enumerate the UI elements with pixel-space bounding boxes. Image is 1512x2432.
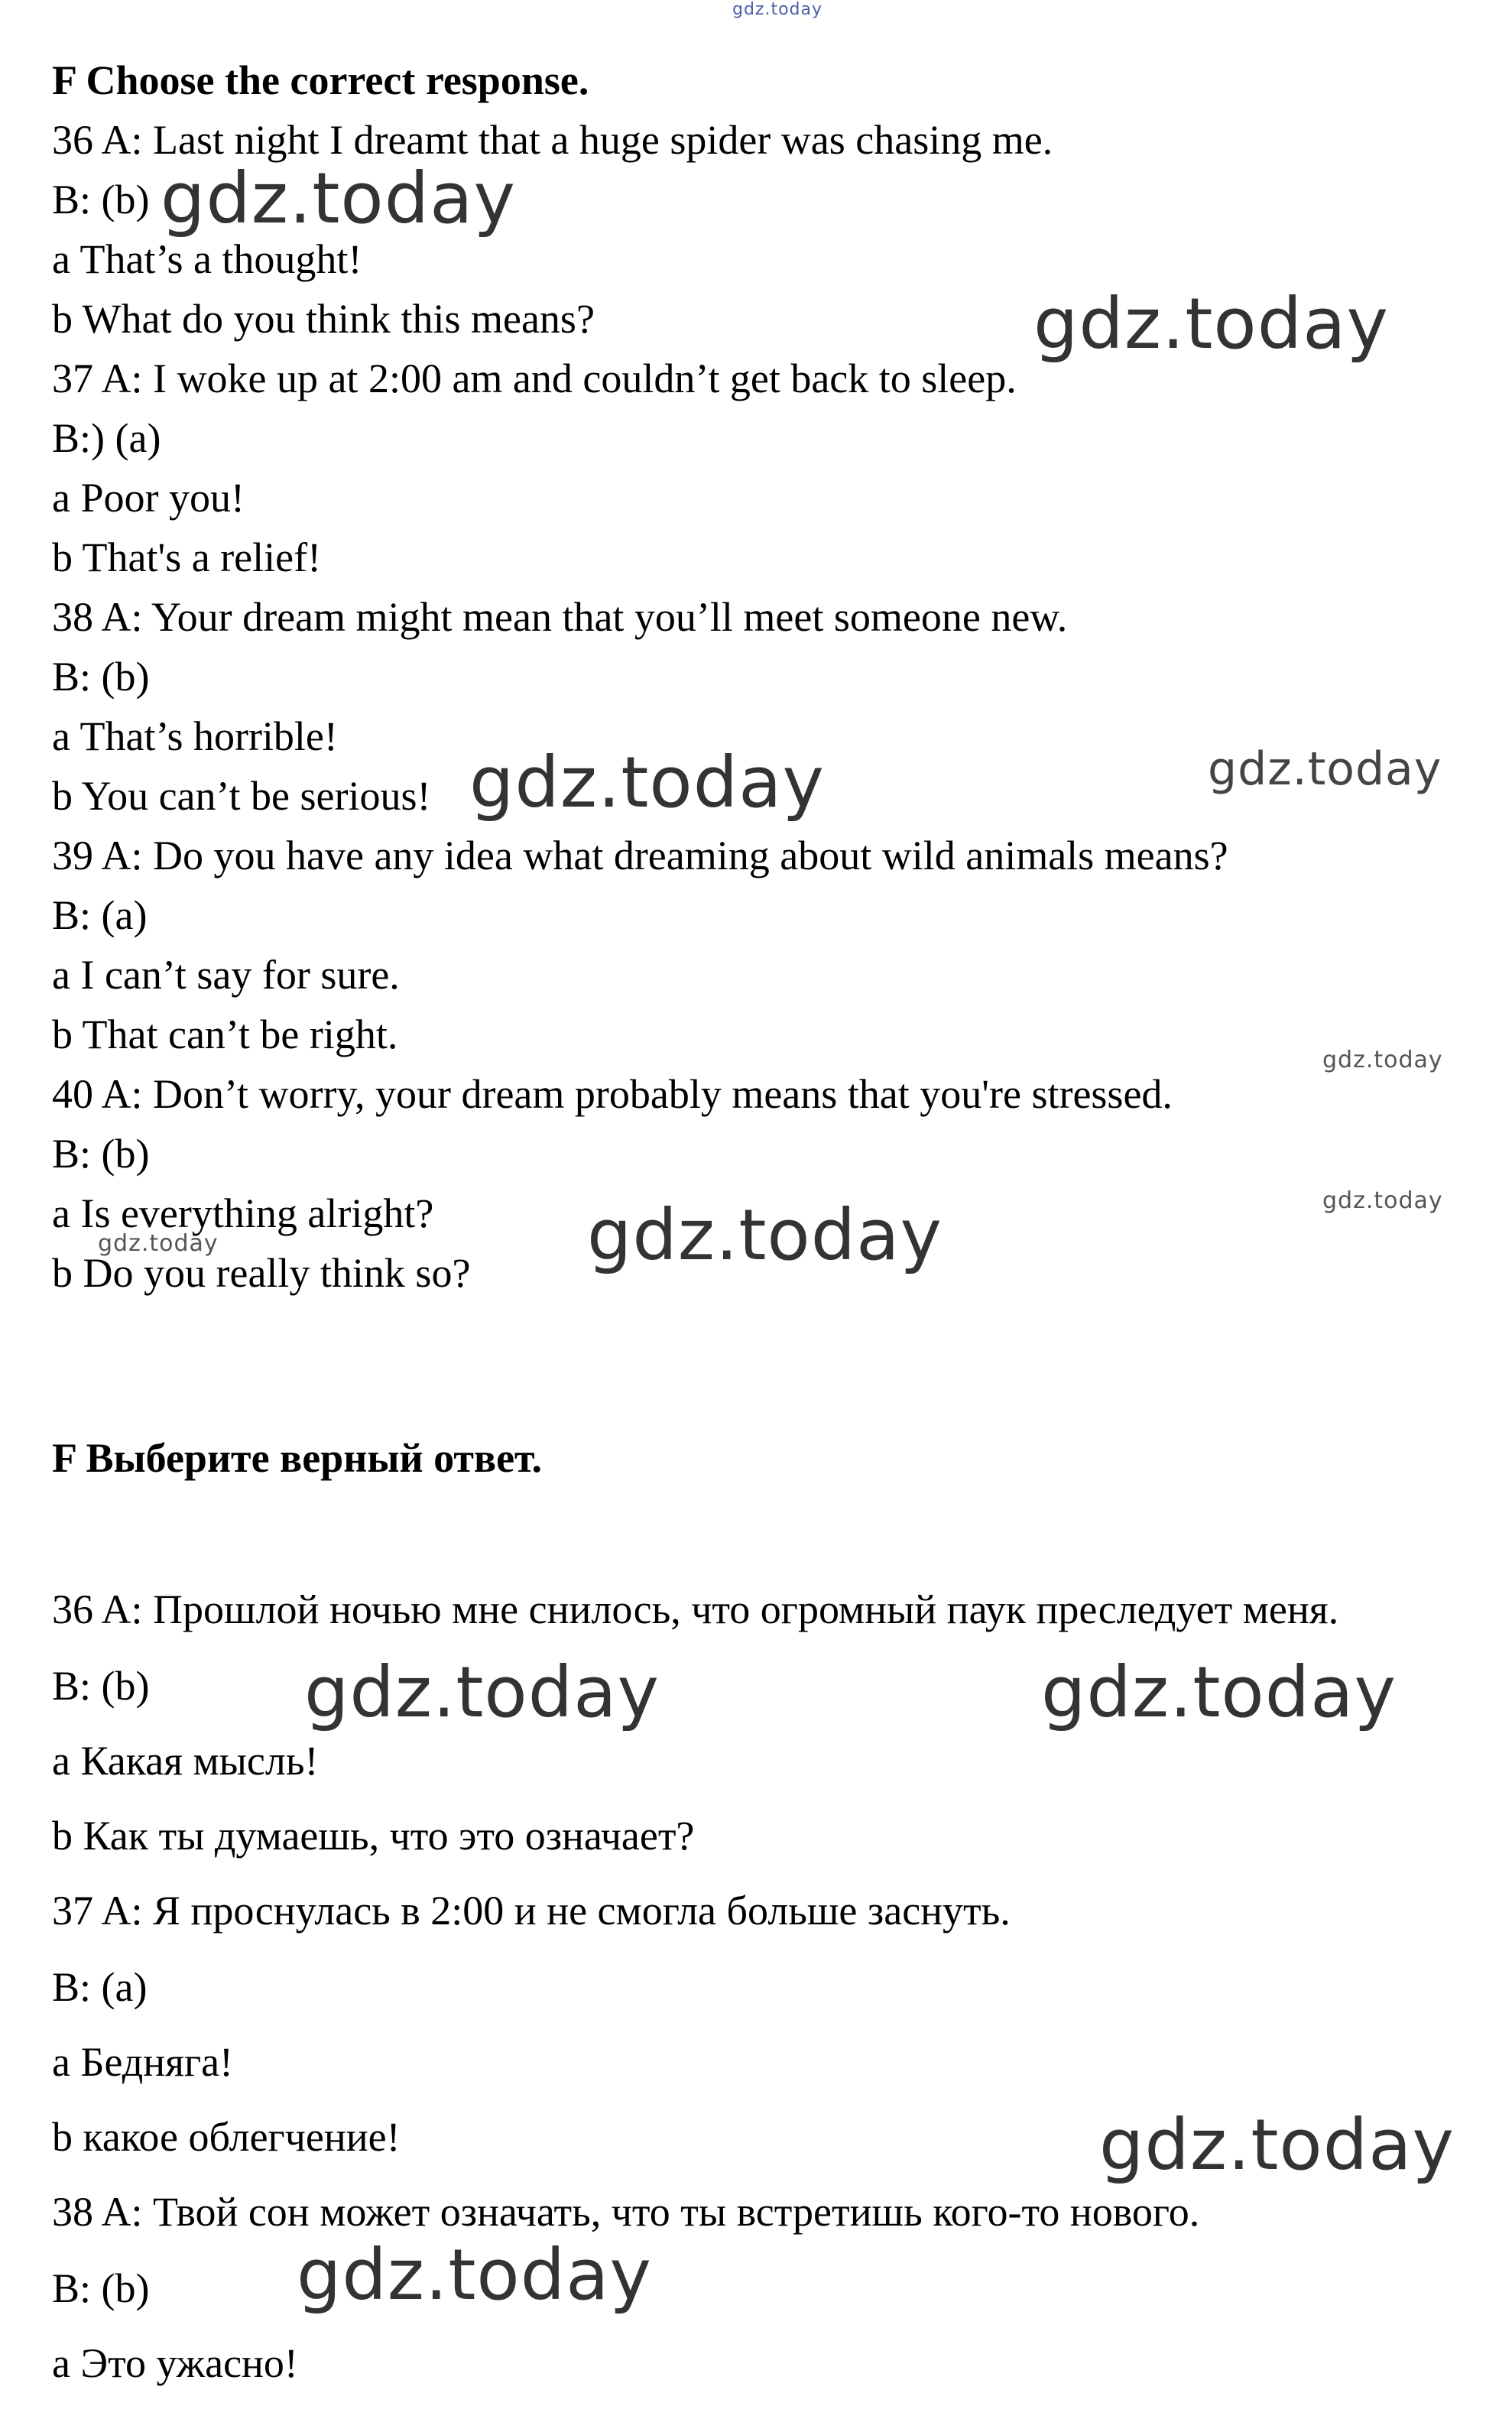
answer-40: B: (b) [52,1131,150,1177]
question-36-ru: 36 A: Прошлой ночью мне снилось, что огромный паук преследует меня. [52,1586,1339,1632]
option-36-a: a That’s a thought! [52,236,362,282]
watermark: gdz.today [297,2234,652,2316]
option-37-b: b That's a relief! [52,534,322,580]
answer-38-ru: B: (b) [52,2265,150,2311]
watermark: gdz.today [587,1194,943,1276]
answer-37-ru: B: (a) [52,1964,148,2010]
watermark: gdz.today [98,1230,219,1257]
section-heading-english: F Choose the correct response. [52,57,589,103]
option-36-a-ru: a Какая мысль! [52,1738,319,1784]
watermark: gdz.today [1033,283,1389,365]
answer-37: B:) (a) [52,415,161,461]
section-heading-russian: F Выберите верный ответ. [52,1435,543,1481]
watermark: gdz.today [1041,1651,1397,1733]
option-38-a: a That’s horrible! [52,713,338,759]
watermark: gdz.today [1322,1187,1443,1214]
question-38-ru: 38 A: Твой сон может означать, что ты встретишь кого-то нового. [52,2189,1200,2235]
option-40-a: a Is everything alright? [52,1190,434,1236]
watermark: gdz.today [161,157,516,239]
option-39-a: a I can’t say for sure. [52,952,400,998]
answer-38: B: (b) [52,654,150,700]
option-37-a-ru: a Бедняга! [52,2039,234,2085]
question-40: 40 A: Don’t worry, your dream probably means that you're stressed. [52,1071,1173,1117]
watermark: gdz.today [1208,742,1442,796]
watermark: gdz.today [1099,2104,1455,2186]
watermark: gdz.today [469,742,825,823]
option-40-b: b Do you really think so? [52,1250,471,1296]
watermark: gdz.today [732,0,823,19]
question-38: 38 A: Your dream might mean that you’ll meet someone new. [52,594,1068,640]
answer-36-ru: B: (b) [52,1663,150,1709]
watermark: gdz.today [304,1651,660,1733]
option-37-a: a Poor you! [52,475,245,521]
option-37-b-ru: b какое облегчение! [52,2114,401,2160]
option-36-b: b What do you think this means? [52,296,595,342]
option-38-a-ru: a Это ужасно! [52,2340,298,2386]
option-36-b-ru: b Как ты думаешь, что это означает? [52,1813,695,1859]
answer-39: B: (a) [52,892,148,938]
option-38-b: b You can’t be serious! [52,773,431,819]
question-36: 36 A: Last night I dreamt that a huge spider was chasing me. [52,117,1053,163]
question-39: 39 A: Do you have any idea what dreaming about wild animals means? [52,833,1228,878]
question-37-ru: 37 A: Я проснулась в 2:00 и не смогла больше заснуть. [52,1888,1011,1934]
question-37: 37 A: I woke up at 2:00 am and couldn’t get back to sleep. [52,356,1017,401]
watermark: gdz.today [1322,1047,1443,1073]
option-39-b: b That can’t be right. [52,1011,398,1057]
answer-36: B: (b) [52,177,150,222]
